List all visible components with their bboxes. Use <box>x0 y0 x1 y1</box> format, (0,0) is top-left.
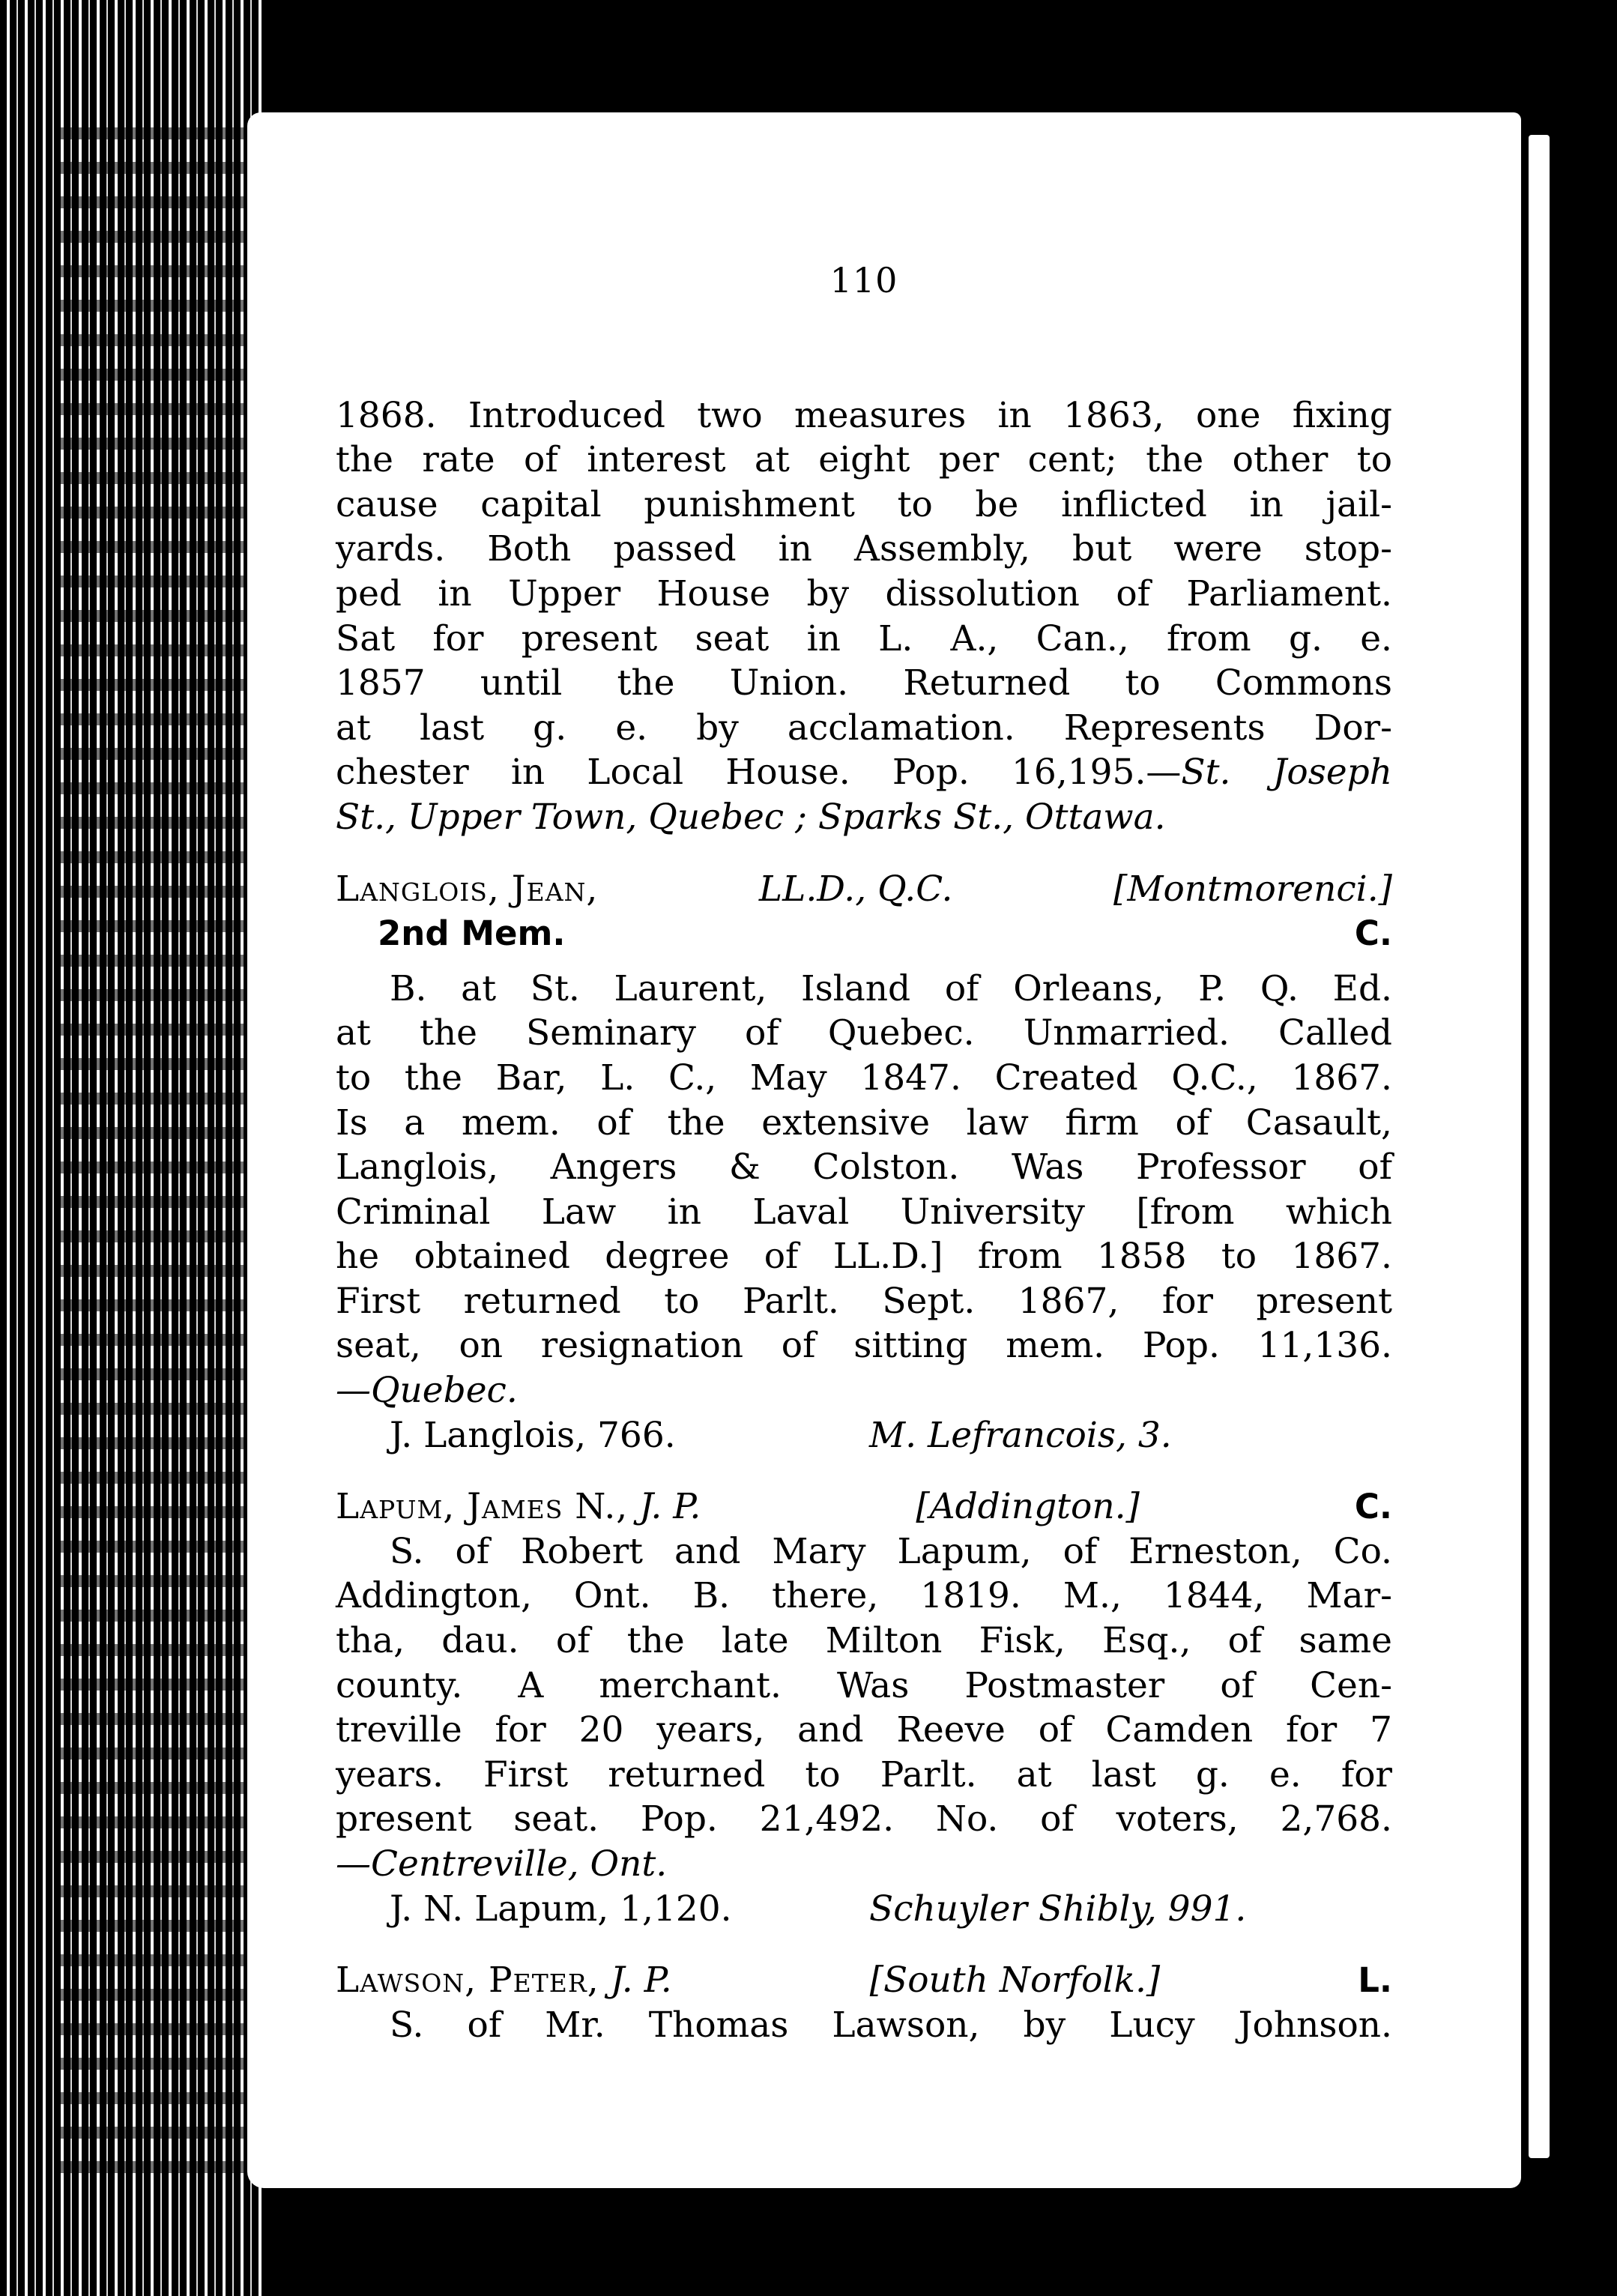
text-line: years. First returned to Parlt. at last g. e. for <box>336 1753 1392 1795</box>
text-line: cause capital punishment to be inflicted in jail- <box>336 483 1392 525</box>
gutter-shadow <box>60 105 247 2173</box>
text-line <box>336 795 1392 840</box>
spacer <box>336 1931 1392 1958</box>
text-line: Langlois, Angers & Colston. Was Professor of <box>336 1147 1392 1188</box>
entry-name: Langlois, Jean, <box>336 868 599 910</box>
text-line: tha, dau. of the late Milton Fisk, Esq., of same <box>336 1620 1392 1662</box>
text-line: county. A merchant. Was Postmaster of Cen- <box>336 1664 1392 1706</box>
text-line: yards. Both passed in Assembly, but were stop- <box>336 528 1392 570</box>
text-segment: chester in Local House. Pop. 16,195.— <box>336 752 1182 794</box>
entry-heading-left <box>336 1958 672 2003</box>
text-line <box>336 1842 1392 1887</box>
text-line: First returned to Parlt. Sept. 1867, for present <box>336 1280 1392 1322</box>
address-text: St., Upper Town, Quebec ; Sparks St., Ottawa. <box>336 796 1166 838</box>
vote-winner: J. N. Lapum, 1,120. <box>390 1888 732 1930</box>
entry-name: Lawson, Peter, <box>336 1960 599 2002</box>
address-text: —Centreville, Ont. <box>336 1843 668 1885</box>
entry-langlois <box>336 867 1392 1458</box>
text-line <box>336 1368 1392 1413</box>
spacer <box>336 1457 1392 1484</box>
page-number: 110 <box>829 260 898 300</box>
entry-lapum <box>336 1484 1392 1931</box>
entry-constituency: [Montmorenci.] <box>1113 868 1392 910</box>
page-content <box>336 259 1392 2047</box>
entry-honors: J. P. <box>610 1960 672 2002</box>
entry-constituency: [South Norfolk.] <box>869 1960 1161 2002</box>
text-line: Addington, Ont. B. there, 1819. M., 1844, Mar- <box>336 1575 1392 1617</box>
entry-heading <box>336 1484 1392 1529</box>
text-line: S. of Mr. Thomas Lawson, by Lucy Johnson. <box>390 2004 1392 2046</box>
text-line: to the Bar, L. C., May 1847. Created Q.C., 1867. <box>336 1057 1392 1099</box>
entry-honors: LL.D., Q.C. <box>758 868 953 910</box>
text-line: he obtained degree of LL.D.] from 1858 to 1867. <box>336 1236 1392 1278</box>
text-line <box>336 750 1392 795</box>
text-line: ped in Upper House by dissolution of Parliament. <box>336 573 1392 614</box>
vote-results <box>336 1413 1392 1458</box>
entry-continuation <box>336 393 1392 840</box>
text-line: seat, on resignation of sitting mem. Pop. 11,136. <box>336 1325 1392 1367</box>
entry-constituency: [Addington.] <box>916 1486 1140 1528</box>
text-line: B. at St. Laurent, Island of Orleans, P. Q. Ed. <box>390 967 1392 1009</box>
vote-winner: J. Langlois, 766. <box>390 1414 676 1456</box>
text-line: 1868. Introduced two measures in 1863, one fixing <box>336 394 1392 436</box>
text-line: treville for 20 years, and Reeve of Camden for 7 <box>336 1709 1392 1751</box>
entry-honors: J. P. <box>639 1486 701 1528</box>
vote-loser: M. Lefrancois, 3. <box>869 1414 1172 1456</box>
vote-results <box>336 1887 1392 1932</box>
entry-name: Lapum, James N., <box>336 1486 629 1528</box>
text-line: Is a mem. of the extensive law firm of Casault, <box>336 1102 1392 1144</box>
vote-loser: Schuyler Shibly, 991. <box>869 1888 1247 1930</box>
text-line: at the Seminary of Quebec. Unmarried. Called <box>336 1012 1392 1054</box>
text-line: present seat. Pop. 21,492. No. of voters, 2,768. <box>336 1798 1392 1840</box>
entry-heading <box>336 867 1392 912</box>
entry-heading <box>336 1958 1392 2003</box>
party-marker: C. <box>1354 1487 1392 1527</box>
text-line: the rate of interest at eight per cent; the other to <box>336 439 1392 481</box>
entry-heading-left <box>336 1484 701 1529</box>
party-marker: L. <box>1358 1960 1392 2001</box>
page-edge-strip <box>1529 135 1550 2158</box>
member-note: 2nd Mem. <box>378 913 566 954</box>
address-text: St. Joseph <box>1181 752 1392 794</box>
text-line: at last g. e. by acclamation. Represents Dor- <box>336 707 1392 749</box>
address-text: —Quebec. <box>336 1370 518 1412</box>
text-line: S. of Robert and Mary Lapum, of Erneston, Co. <box>390 1530 1392 1572</box>
text-line: Criminal Law in Laval University [from which <box>336 1191 1392 1233</box>
text-line: 1857 until the Union. Returned to Commons <box>336 662 1392 704</box>
entry-lawson <box>336 1958 1392 2047</box>
party-marker: C. <box>1354 913 1392 954</box>
entry-subheading <box>336 911 1392 956</box>
spacer <box>336 840 1392 867</box>
text-line: Sat for present seat in L. A., Can., from g. e. <box>336 617 1392 659</box>
spacer <box>336 956 1392 967</box>
